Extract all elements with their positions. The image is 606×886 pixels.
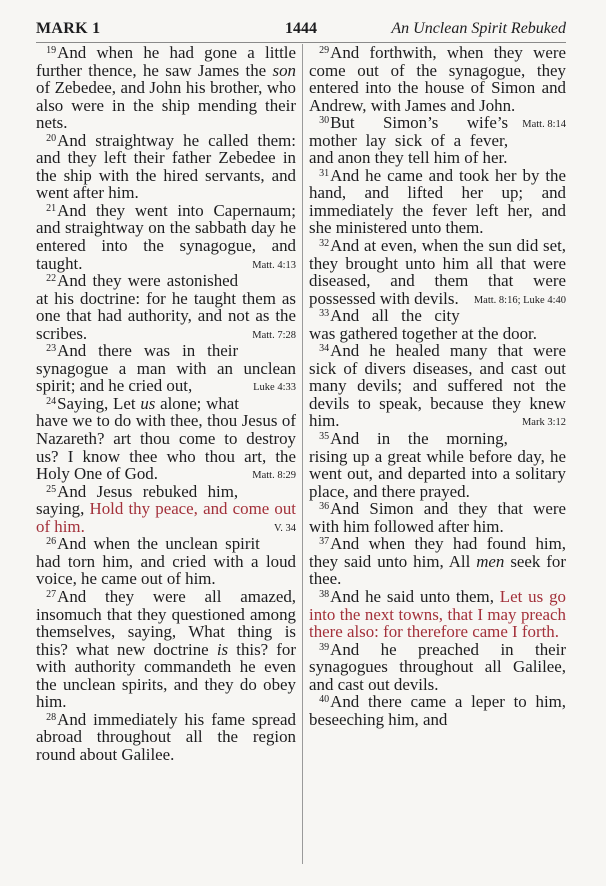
verse-number: 27 (46, 588, 57, 600)
verse-26 (36, 535, 296, 588)
verse-21 (36, 202, 296, 272)
verse-number: 35 (319, 431, 330, 443)
verse-32 (309, 237, 566, 307)
words-of-christ: Hold thy peace, and come out of him. (36, 499, 297, 536)
verse-text: of Zebedee, and John his brother, who also were in the ship mending their nets. (36, 78, 296, 133)
verse-text: And they were all amazed, insomuch that they questioned among themselves, saying, What thing is this? what new doctrine (36, 586, 296, 659)
verse-number: 38 (319, 588, 330, 600)
cross-reference: Matt. 8:29 (252, 470, 296, 482)
verse-text: And they were astonished at his doctrine: for he taught them as one that had authority, and not as the scribes. (36, 271, 296, 343)
cross-reference: V. 34 (274, 522, 296, 534)
verse-text: And he healed many that were sick of divers diseases, and cast out many devils; and suffered not the devils to speak, because they knew him. (309, 341, 566, 431)
verse-number: 39 (319, 641, 330, 653)
verse-text: this? for with authority commandeth he even the unclean spirits, and they do obey him. (36, 639, 297, 712)
verse-number: 30 (319, 115, 330, 127)
verse-text: And forthwith, when they were come out of the synagogue, they entered into the house of Simon and Andrew, with James and John. (309, 43, 566, 115)
verse-38 (309, 588, 566, 641)
cross-reference: Matt. 7:28 (252, 329, 296, 341)
verse-number: 40 (319, 694, 330, 706)
italic-word: men (476, 551, 505, 571)
verse-text: And he preached in their synagogues throughout all Galilee, and cast out devils. (309, 639, 566, 694)
verse-35 (309, 430, 566, 500)
verse-text: And when they had found him, they said unto him, All (309, 534, 566, 571)
verse-19 (36, 44, 296, 132)
verse-27 (36, 588, 296, 711)
verse-number: 34 (319, 343, 330, 355)
section-heading: An Unclean Spirit Rebuked (391, 20, 566, 37)
verse-text: And Jesus rebuked him, saying, (36, 481, 239, 519)
column-divider (302, 44, 303, 864)
page-header (36, 20, 566, 42)
cross-reference: Mark 3:12 (521, 417, 566, 429)
verse-23 (36, 342, 296, 395)
right-column (309, 44, 566, 728)
verse-text: But Simon’s wife’s mother lay sick of a fever, and anon they tell him of her. (309, 113, 509, 168)
verse-number: 25 (46, 483, 57, 495)
verse-text: Saying, Let (57, 393, 141, 413)
verse-text: And there came a leper to him, beseeching him, and (309, 692, 566, 729)
italic-word: is (216, 639, 229, 659)
left-column (36, 44, 296, 763)
verse-number: 19 (46, 45, 57, 56)
verse-text: And when the unclean spirit had torn him, and cried with a loud voice, he came out of him. (36, 534, 296, 589)
cross-reference: Matt. 4:13 (252, 259, 296, 271)
verse-text: And Simon and they that were with him followed after him. (309, 499, 566, 536)
verse-number: 36 (319, 501, 330, 513)
verse-text: And there was in their synagogue a man with an unclean spirit; and he cried out, (36, 341, 296, 396)
verse-text: And at even, when the sun did set, they brought unto him all that were diseased, and them that were possessed with devils. (309, 236, 566, 308)
verse-40 (309, 693, 566, 728)
verse-31 (309, 167, 566, 237)
verse-number: 29 (319, 45, 330, 56)
verse-text: And when he had gone a little further thence, he saw James the (36, 43, 296, 80)
verse-text: And he said unto them, (330, 586, 500, 606)
verse-text: And all the city was gathered together at the door. (309, 306, 537, 343)
verse-36 (309, 500, 566, 535)
verse-24 (36, 395, 296, 483)
verse-number: 21 (46, 202, 57, 214)
verse-number: 23 (46, 343, 57, 355)
verse-number: 33 (319, 308, 330, 320)
verse-number: 24 (46, 395, 57, 407)
cross-reference: Matt. 8:14 (522, 119, 566, 131)
words-of-christ: Let us go into the next towns, that I may preach there also: for therefore came I forth. (309, 586, 566, 642)
verse-33 (309, 307, 566, 342)
verse-34 (309, 342, 566, 430)
verse-number: 22 (46, 273, 57, 285)
verse-number: 20 (46, 132, 57, 144)
cross-reference: Luke 4:33 (253, 382, 296, 394)
verse-number: 37 (319, 536, 330, 548)
verse-number: 28 (46, 711, 57, 723)
verse-number: 32 (319, 238, 330, 250)
verse-20 (36, 132, 296, 202)
cross-reference: Matt. 8:16; Luke 4:40 (473, 294, 566, 306)
page-number: 1444 (285, 20, 317, 37)
italic-word: son (272, 60, 296, 80)
verse-22 (36, 272, 296, 342)
verse-number: 26 (46, 536, 57, 548)
verse-number: 31 (319, 167, 330, 179)
verse-text: And straightway he called them: and they left their father Zebedee in the ship with the hired servants, and went after him. (36, 130, 296, 203)
verse-text: alone; what have we to do with thee, thou Jesus of Nazareth? art thou come to destroy us? I know thee who thou art, the Holy One of God. (36, 393, 296, 484)
verse-39 (309, 641, 566, 694)
verse-25 (36, 483, 296, 536)
verse-text: And immediately his fame spread abroad throughout all the region round about Galilee. (36, 709, 296, 764)
verse-28 (36, 711, 296, 764)
verse-text: And he came and took her by the hand, and lifted her up; and immediately the fever left her, and she ministered unto them. (309, 165, 566, 238)
book-chapter-label: MARK 1 (36, 20, 101, 37)
verse-37 (309, 535, 566, 588)
italic-word: us (140, 393, 156, 413)
verse-text: seek for thee. (309, 551, 566, 589)
verse-text: And in the morning, rising up a great while before day, he went out, and departed into a solitary place, and there prayed. (309, 429, 566, 501)
verse-text: And they went into Capernaum; and straightway on the sabbath day he entered into the synagogue, and taught. (36, 200, 296, 273)
